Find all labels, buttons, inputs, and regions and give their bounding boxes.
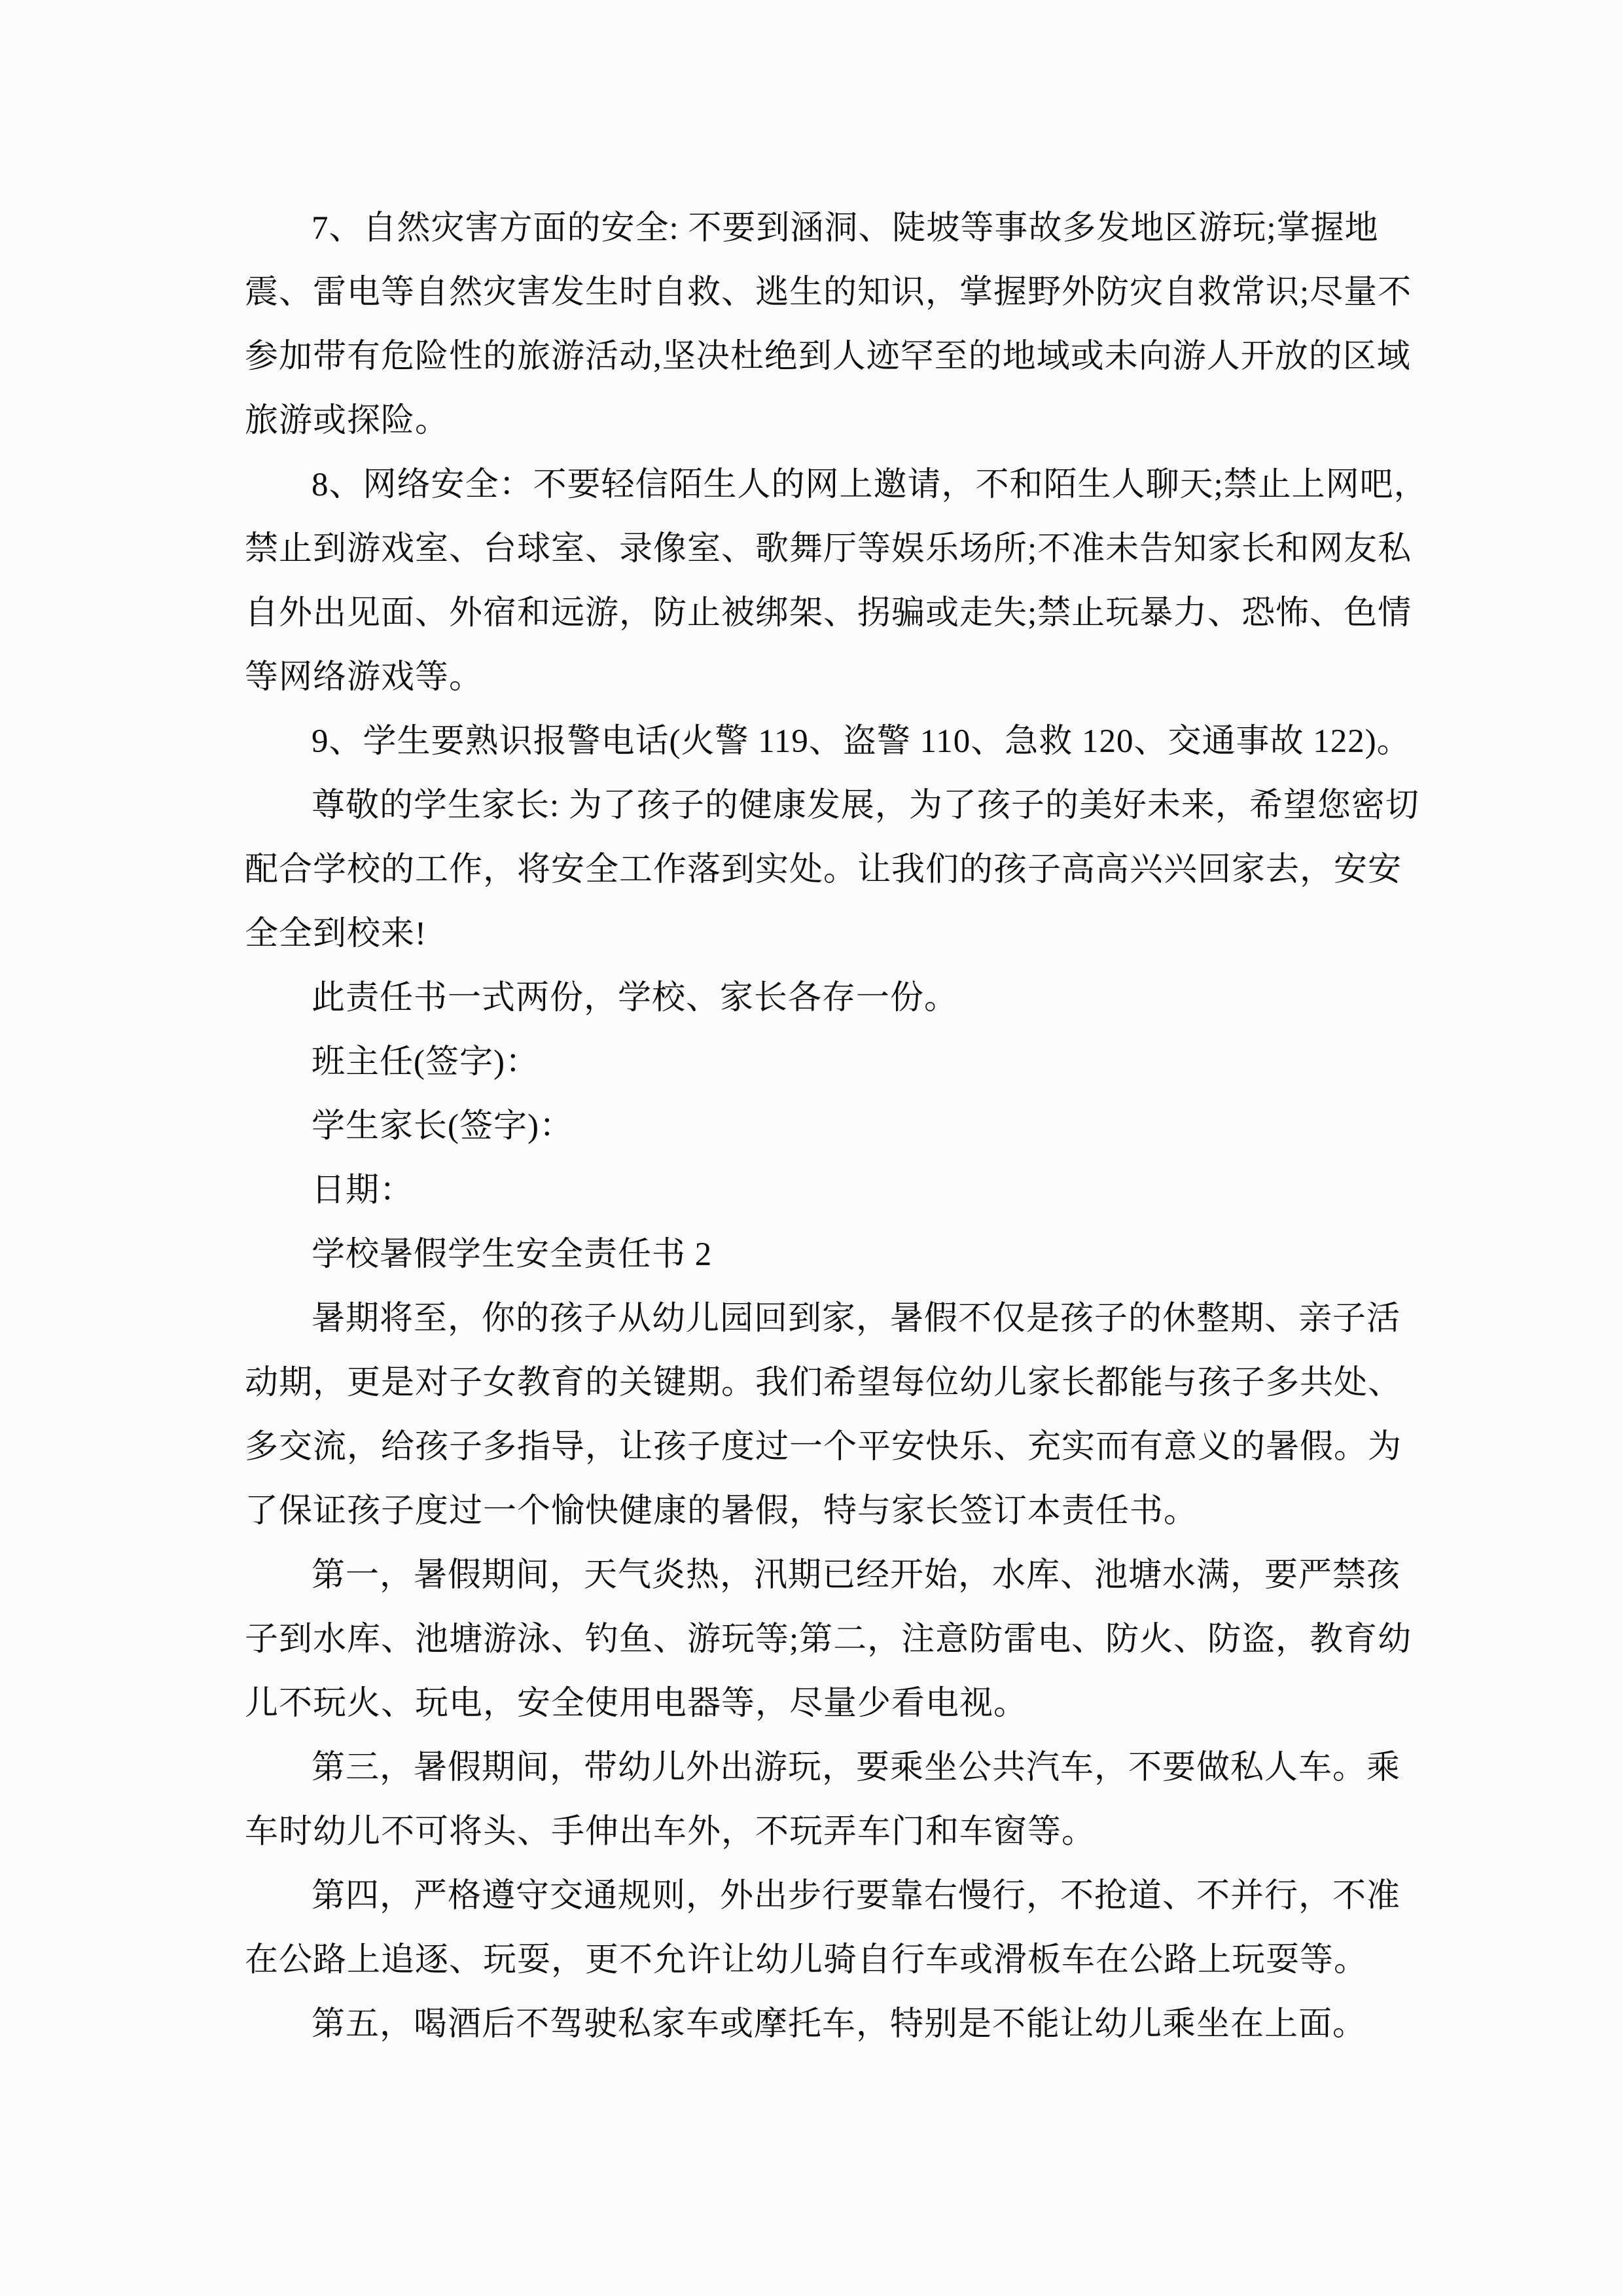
- para-rule-fourth: 第四，严格遵守交通规则，外出步行要靠右慢行，不抢道、不并行，不准在公路上追逐、玩耍，更不允许让幼儿骑自行车或滑板车在公路上玩耍等。: [245, 1878, 1401, 1979]
- section-title-responsibility-2: 学校暑假学生安全责任书 2: [312, 1236, 713, 1273]
- para-7-natural-disaster-safety: 7、自然灾害方面的安全: 不要到涵洞、陡坡等事故多发地区游玩;掌握地震、雷电等自然灾害发生时自救、逃生的知识，掌握野外防灾自救常识;尽量不参加带有危险性的旅游活动,坚决杜绝到人迹罕至的地域或未向游人开放的区域旅游或探险。: [245, 210, 1412, 439]
- para-rule-first-second: 第一，暑假期间，天气炎热，汛期已经开始，水库、池塘水满，要严禁孩子到水库、池塘游泳、钓鱼、游玩等;第二，注意防雷电、防火、防盗，教育幼儿不玩火、玩电，安全使用电器等，尽量少看电视。: [245, 1557, 1412, 1722]
- signature-line-class-teacher: 班主任(签字)：: [312, 1044, 539, 1081]
- para-8-network-safety: 8、网络安全：不要轻信陌生人的网上邀请，不和陌生人聊天;禁止上网吧，禁止到游戏室、台球室、录像室、歌舞厅等娱乐场所;不准未告知家长和网友私自外出见面、外宿和远游，防止被绑架、拐骗或走失;禁止玩暴力、恐怖、色情等网络游戏等。: [245, 467, 1428, 696]
- para-rule-third: 第三，暑假期间，带幼儿外出游玩，要乘坐公共汽车，不要做私人车。乘车时幼儿不可将头、手伸出车外，不玩弄车门和车窗等。: [245, 1749, 1401, 1850]
- para-summer-intro: 暑期将至，你的孩子从幼儿园回到家，暑假不仅是孩子的休整期、亲子活动期，更是对子女教育的关键期。我们希望每位幼儿家长都能与孩子多共处、多交流，给孩子多指导，让孩子度过一个平安快乐、充实而有意义的暑假。为了保证孩子度过一个愉快健康的暑假，特与家长签订本责任书。: [245, 1300, 1402, 1530]
- signature-line-student-parent: 学生家长(签字)：: [312, 1108, 573, 1145]
- para-parents-appeal: 尊敬的学生家长: 为了孩子的健康发展，为了孩子的美好未来，希望您密切配合学校的工作，将安全工作落到实处。让我们的孩子高高兴兴回家去，安安全全到校来!: [245, 787, 1419, 952]
- signature-line-date: 日期：: [312, 1172, 414, 1209]
- para-rule-fifth: 第五，喝酒后不驾驶私家车或摩托车，特别是不能让幼儿乘坐在上面。: [312, 2006, 1367, 2043]
- para-9-emergency-phone-numbers: 9、学生要熟识报警电话(火警 119、盗警 110、急救 120、交通事故 122)。: [312, 723, 1411, 760]
- para-duplicate-copies-note: 此责任书一式两份，学校、家长各存一份。: [312, 980, 959, 1016]
